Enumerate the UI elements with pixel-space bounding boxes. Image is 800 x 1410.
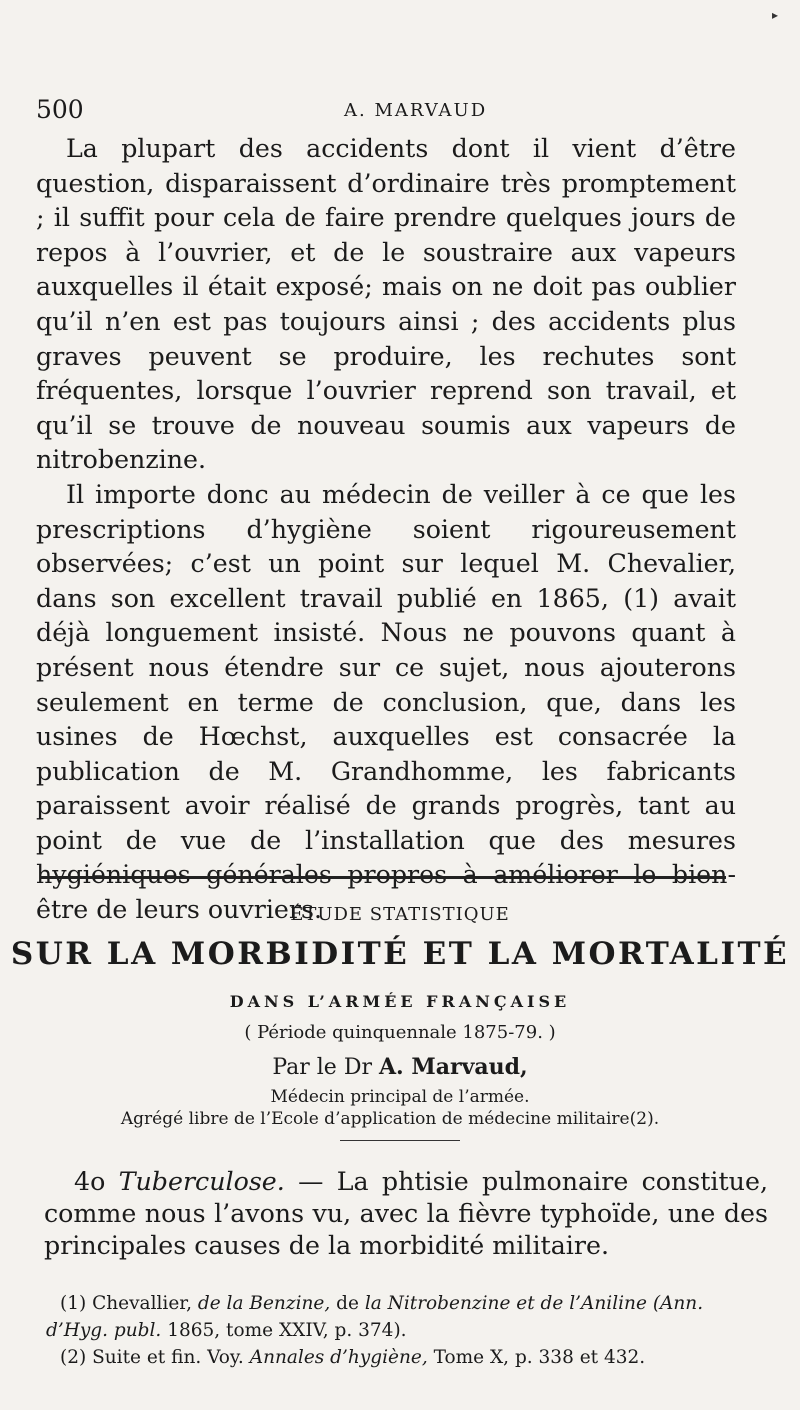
footnote-2-rest: Tome X, p. 338 et 432. <box>433 1347 646 1368</box>
page-number: 500 <box>36 95 84 124</box>
article-title: SUR LA MORBIDITÉ ET LA MORTALITÉ <box>10 936 790 972</box>
author-name: A. Marvaud, <box>378 1054 528 1080</box>
footnote-1 <box>46 1290 746 1344</box>
footnote-1-title-a: de la Benzine, <box>197 1293 331 1314</box>
paragraph-2: Il importe donc au médecin de veiller à ce que les prescriptions d’hygiène soient rigoureusement observées; c’est un point sur lequel M. Chevalier, dans son excellent travail publié en 1865, (1) avait déjà longuement insisté. Nous ne pouvons quant à présent nous étendre sur ce sujet, nous ajouterons seulement en terme de conclusion, que, dans les usines de Hœchst, auxquelles est consacrée la publication de M. Grandhomme, les fabricants paraissent avoir réalisé de grands progrès, tant au point de vue de l’installation que des mesures hygiéniques générales propres à améliorer le bien-être de leurs ouvriers. <box>36 479 736 925</box>
section-text <box>44 1166 768 1262</box>
footnote-2-marker: (2) Suite et fin. Voy. <box>60 1347 244 1368</box>
section-body: — La phtisie pulmonaire constitue, comme nous l’avons vu, avec la fièvre typhoïde, une des principales causes de la morbidité militaire. <box>44 1167 768 1260</box>
short-rule <box>340 1140 460 1141</box>
footnote-1-journal: (Ann. d’Hyg. publ. <box>46 1293 704 1341</box>
footnote-1-rest: 1865, tome XXIV, p. 374). <box>167 1320 407 1341</box>
author-line <box>0 1054 800 1080</box>
page-header <box>36 95 736 125</box>
footnote-2-journal: Annales d’hygiène, <box>249 1347 428 1368</box>
body-text <box>36 132 736 928</box>
article-kicker: ÉTUDE STATISTIQUE <box>290 904 510 925</box>
paragraph-1: La plupart des accidents dont il vient d’être question, disparaissent d’ordinaire très promptement ; il suffit pour cela de faire prendre quelques jours de repos à l’ouvrier, et de le soustraire aux vapeurs auxquelles il était exposé; mais on ne doit pas oublier qu’il n’en est pas toujours ainsi ; des accidents plus graves peuvent se produire, les rechutes sont fréquentes, lorsque l’ouvrier reprend son travail, et qu’il se trouve de nouveau soumis aux vapeurs de nitrobenzine. <box>36 134 736 475</box>
author-affiliation-2: Agrégé libre de l’Ecole d’application de médecine militaire(2). <box>120 1109 660 1129</box>
author-affiliation-1: Médecin principal de l’armée. <box>270 1087 530 1107</box>
author-prefix: Par le Dr <box>272 1055 372 1080</box>
section-heading: Tuberculose. <box>118 1167 285 1196</box>
section-divider <box>40 876 726 879</box>
running-head: A. MARVAUD <box>344 100 488 121</box>
corner-mark: ▸ <box>771 8 778 22</box>
footnote-2 <box>46 1344 746 1371</box>
footnotes <box>46 1290 746 1371</box>
article-subtitle: DANS L’ARMÉE FRANÇAISE <box>229 992 571 1011</box>
footnote-1-mid: de <box>336 1293 359 1314</box>
section-number: 4o <box>74 1167 106 1196</box>
article-period: ( Période quinquennale 1875-79. ) <box>244 1022 556 1043</box>
section-paragraph <box>44 1166 768 1262</box>
footnote-1-title-b: la Nitrobenzine et de l’Aniline <box>364 1293 647 1314</box>
footnote-1-marker: (1) Chevallier, <box>60 1293 192 1314</box>
